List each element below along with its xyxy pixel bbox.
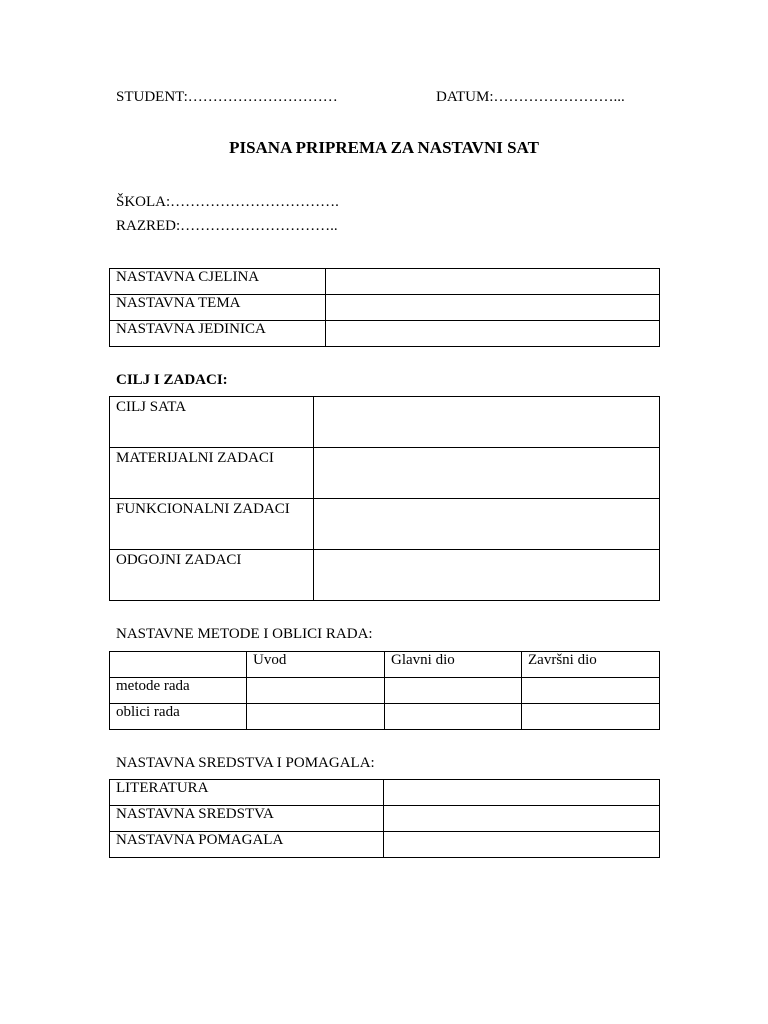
methods-cell[interactable]: [385, 704, 522, 730]
methods-table: [109, 651, 660, 730]
datum-field: DATUM:……………………...: [436, 89, 625, 105]
resource-value-sredstva[interactable]: [384, 806, 660, 832]
table-row: [110, 397, 660, 448]
methods-col-zavrsni-dio: Završni dio: [522, 652, 660, 678]
goal-label-materijalni: MATERIJALNI ZADACI: [110, 448, 314, 499]
unit-label-tema: NASTAVNA TEMA: [110, 295, 326, 321]
resource-label-sredstva: NASTAVNA SREDSTVA: [110, 806, 384, 832]
methods-row-label-metode: metode rada: [110, 678, 247, 704]
methods-cell[interactable]: [247, 678, 385, 704]
resources-heading: NASTAVNA SREDSTVA I POMAGALA:: [116, 755, 375, 771]
goal-label-odgojni: ODGOJNI ZADACI: [110, 550, 314, 601]
goal-value-odgojni[interactable]: [314, 550, 660, 601]
razred-field: RAZRED:…………………………..: [116, 218, 338, 234]
methods-col-glavni-dio: Glavni dio: [385, 652, 522, 678]
unit-value-cjelina[interactable]: [326, 269, 660, 295]
resource-label-pomagala: NASTAVNA POMAGALA: [110, 832, 384, 858]
goals-table: [109, 396, 660, 601]
goal-value-funkcionalni[interactable]: [314, 499, 660, 550]
methods-col-empty: [110, 652, 247, 678]
table-header-row: [110, 652, 660, 678]
methods-cell[interactable]: [247, 704, 385, 730]
methods-col-uvod: Uvod: [247, 652, 385, 678]
resources-table: [109, 779, 660, 858]
resource-label-literatura: LITERATURA: [110, 780, 384, 806]
goal-value-materijalni[interactable]: [314, 448, 660, 499]
unit-table: [109, 268, 660, 347]
table-row: [110, 704, 660, 730]
table-row: [110, 321, 660, 347]
unit-value-tema[interactable]: [326, 295, 660, 321]
page-title: PISANA PRIPREMA ZA NASTAVNI SAT: [229, 138, 539, 157]
unit-label-cjelina: NASTAVNA CJELINA: [110, 269, 326, 295]
table-row: [110, 806, 660, 832]
table-row: [110, 448, 660, 499]
skola-field: ŠKOLA:…………………………….: [116, 194, 339, 210]
table-row: [110, 295, 660, 321]
methods-row-label-oblici: oblici rada: [110, 704, 247, 730]
resource-value-literatura[interactable]: [384, 780, 660, 806]
unit-label-jedinica: NASTAVNA JEDINICA: [110, 321, 326, 347]
goals-heading: CILJ I ZADACI:: [116, 372, 228, 388]
goal-label-funkcionalni: FUNKCIONALNI ZADACI: [110, 499, 314, 550]
goal-value-cilj-sata[interactable]: [314, 397, 660, 448]
methods-cell[interactable]: [385, 678, 522, 704]
methods-heading: NASTAVNE METODE I OBLICI RADA:: [116, 626, 373, 642]
table-row: [110, 550, 660, 601]
methods-cell[interactable]: [522, 704, 660, 730]
student-field: STUDENT:…………………………: [116, 89, 338, 105]
table-row: [110, 499, 660, 550]
goal-label-cilj-sata: CILJ SATA: [110, 397, 314, 448]
table-row: [110, 780, 660, 806]
unit-value-jedinica[interactable]: [326, 321, 660, 347]
resource-value-pomagala[interactable]: [384, 832, 660, 858]
table-row: [110, 269, 660, 295]
methods-cell[interactable]: [522, 678, 660, 704]
table-row: [110, 678, 660, 704]
table-row: [110, 832, 660, 858]
